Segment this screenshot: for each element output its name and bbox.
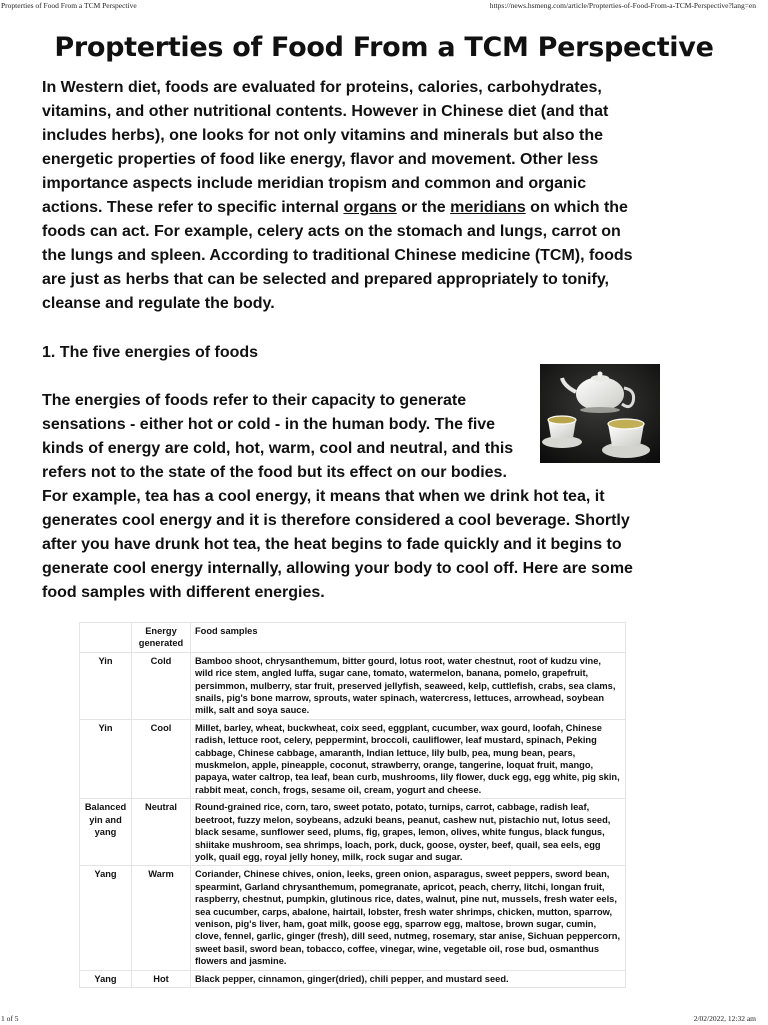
- table-row: [80, 866, 626, 970]
- row-energy: Cool: [132, 719, 191, 798]
- row-energy: Cold: [132, 652, 191, 719]
- row-foods: Millet, barley, wheat, buckwheat, coix seed, eggplant, cucumber, wax gourd, loofah, Chinese radish, lettuce root, celery, peppermint, broccoli, cauliflower, leaf mustard, spinach, Peking cabbage, Chinese cabbage, amaranth, Indian lettuce, lily bulb, pea, mung bean, pears, muskmelon, apple, pineapple, coconut, strawberry, orange, tangerine, loquat fruit, mango, papaya, water caltrop, tea leaf, bean curb, mushrooms, lily flower, duck egg, egg white, pig skin, rabbit meat, conch, frogs, sesame oil, cream, yogurt and cheese.: [191, 719, 626, 798]
- row-type: Yang: [80, 866, 132, 970]
- row-foods: Bamboo shoot, chrysanthemum, bitter gourd, lotus root, water chestnut, root of kudzu vine, wild rice stem, angled luffa, sugar cane, tomato, watermelon, banana, pomelo, grapefruit, persimmon, mulberry, star fruit, preserved jellyfish, seaweed, kelp, cuttlefish, crabs, sea clams, snails, pig's bone marrow, sprouts, water spinach, watercress, lettuces, arrowhead, soybean milk, salt and soya sauce.: [191, 652, 626, 719]
- table-header-foods: Food samples: [191, 623, 626, 653]
- section-heading: 1. The five energies of foods: [42, 344, 259, 361]
- row-type: Yin: [80, 652, 132, 719]
- table-row: [80, 799, 626, 866]
- organs-link[interactable]: organs: [343, 199, 397, 216]
- table-header-energy: Energy generated: [132, 623, 191, 653]
- table-header-type: [80, 623, 132, 653]
- row-energy: Hot: [132, 970, 191, 987]
- row-foods: Black pepper, cinnamon, ginger(dried), chili pepper, and mustard seed.: [191, 970, 626, 987]
- print-header: [0, 0, 768, 12]
- print-header-url: https://news.hsmeng.com/article/Propterties-of-Food-From-a-TCM-Perspective?lang=en: [489, 1, 756, 10]
- intro-text-1: In Western diet, foods are evaluated for proteins, calories, carbohydrates, vitamins, and other nutritional contents. However in Chinese diet (and that includes herbs), one looks for not only vitamins and minerals but also the energetic properties of food like energy, flavor and movement. Other less importance aspects include meridian tropism and common and organic actions. These refer to specific internal: [42, 79, 609, 216]
- row-foods: Round-grained rice, corn, taro, sweet potato, potato, turnips, carrot, cabbage, radish leaf, beetroot, fuzzy melon, soybeans, adzuki beans, peanut, cashew nut, pistachio nut, lotus seed, black sesame, sunflower seed, plums, fig, grapes, lemon, olives, white fungus, black fungus, shiitake mushroom, sea shrimps, loach, pork, duck, goose, oyster, beef, quail, sea eels, egg yolk, quail egg, royal jelly honey, milk, rock sugar and sugar.: [191, 799, 626, 866]
- intro-text-2: or the: [396, 199, 451, 216]
- page-title: Propterties of Food From a TCM Perspective: [54, 32, 714, 63]
- row-type: Yin: [80, 719, 132, 798]
- food-energy-table: [79, 622, 626, 988]
- table-header-row: [80, 623, 626, 653]
- row-energy: Neutral: [132, 799, 191, 866]
- table-row: [80, 970, 626, 987]
- intro-text-3: on which the foods can act. For example, celery acts on the stomach and lungs, carrot on the lungs and spleen. According to traditional Chinese medicine (TCM), foods are just as herbs that can be selected and prepared appropriately to tonify, cleanse and regulate the body.: [42, 199, 633, 312]
- table-row: [80, 719, 626, 798]
- teapot-photo-icon: [540, 364, 660, 463]
- row-type: Balanced yin and yang: [80, 799, 132, 866]
- print-footer-page-count: 1 of 5: [1, 1014, 19, 1023]
- print-footer-timestamp: 2/02/2022, 12:32 am: [693, 1014, 756, 1023]
- print-header-title: Propterties of Food From a TCM Perspective: [1, 1, 137, 10]
- meridians-link[interactable]: meridians: [450, 199, 526, 216]
- table-row: [80, 652, 626, 719]
- intro-paragraph: [42, 76, 647, 316]
- print-footer: [0, 1013, 768, 1025]
- row-energy: Warm: [132, 866, 191, 970]
- energies-section: [42, 389, 647, 605]
- row-type: Yang: [80, 970, 132, 987]
- energies-paragraph: The energies of foods refer to their capacity to generate sensations - either hot or cold - in the human body. The five kinds of energy are cold, hot, warm, cool and neutral, and this refers not to the state of the food but its effect on our bodies. For example, tea has a cool energy, it means that when we drink hot tea, it generates cool energy and it is therefore considered a cool beverage. Shortly after you have drunk hot tea, the heat begins to fade quickly and it begins to generate cool energy internally, allowing your body to cool off. Here are some food samples with different energies.: [42, 392, 633, 601]
- row-foods: Coriander, Chinese chives, onion, leeks, green onion, asparagus, sweet peppers, sword bean, spearmint, Garland chrysanthemum, pomegranate, apricot, peach, cherry, litchi, longan fruit, raspberry, chestnut, pumpkin, glutinous rice, dates, walnut, pine nut, mussels, fresh water eels, sea cucumber, carps, abalone, hairtail, lobster, fresh water shrimps, chicken, mutton, sparrow, venison, pig's liver, ham, goat milk, goose egg, sparrow egg, maltose, brown sugar, cumin, clove, fennel, garlic, ginger (fresh), dill seed, nutmeg, rosemary, star anise, Sichuan peppercorn, sweet basil, sword bean, tobacco, coffee, vinegar, wine, vegetable oil, rose bud, osmanthus flowers and jasmine.: [191, 866, 626, 970]
